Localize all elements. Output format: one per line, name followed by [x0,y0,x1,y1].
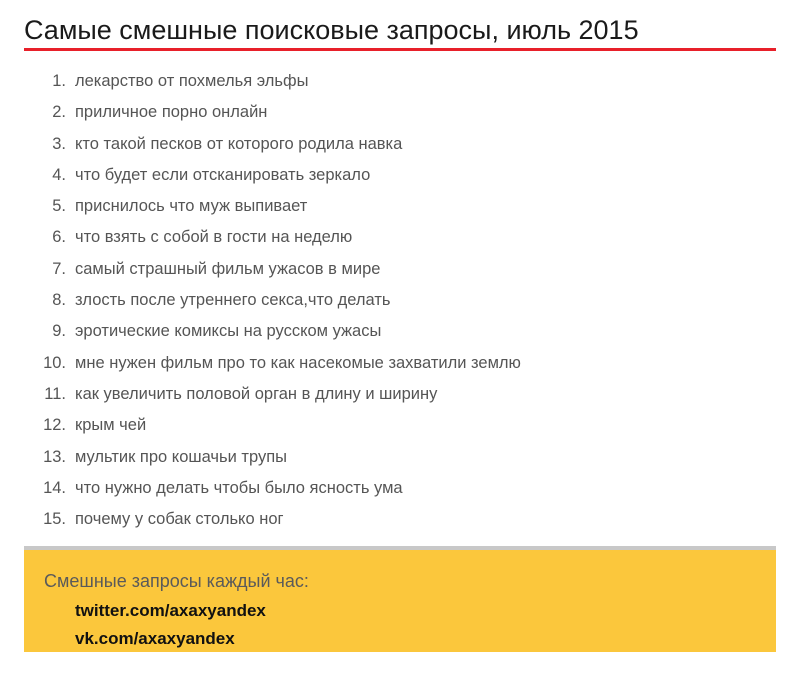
list-item [24,160,776,191]
list-item-number: 13. [43,447,66,466]
footer-banner [24,546,776,652]
list-item-text: приличное порно онлайн [75,103,268,122]
list-item [24,316,776,347]
list-item [24,222,776,253]
list-item [24,442,776,473]
vk-link[interactable]: vk.com/axaxyandex [75,629,235,648]
list-item-text: что нужно делать чтобы было ясность ума [75,478,403,497]
list-item-text: крым чей [75,416,147,435]
list-item-text: что будет если отсканировать зеркало [75,165,371,184]
list-item-text: приснилось что муж выпивает [75,197,308,216]
query-list [24,66,776,535]
list-item-number: 12. [43,416,66,435]
list-item-number: 15. [43,510,66,529]
list-item-text: эротические комиксы на русском ужасы [75,322,382,341]
list-item-number: 10. [43,353,66,372]
list-item [24,504,776,535]
header [24,14,776,51]
twitter-link[interactable]: twitter.com/axaxyandex [75,601,266,620]
list-item-number: 9. [52,322,66,341]
list-item-text: почему у собак столько ног [75,510,284,529]
list-item [24,129,776,160]
list-item [24,473,776,504]
list-item-text: лекарство от похмелья эльфы [75,72,309,90]
list-item-text: что взять с собой в гости на неделю [75,228,353,247]
list-item-text: кто такой песков от которого родила навка [75,134,403,153]
list-item-text: мне нужен фильм про то как насекомые захватили землю [75,353,521,372]
list-item-text: мультик про кошачьи трупы [75,447,288,466]
list-item-text: самый страшный фильм ужасов в мире [75,259,381,278]
footer-caption: Смешные запросы каждый час: [44,571,309,591]
list-item-number: 6. [52,228,66,247]
list-item-number: 14. [43,478,66,497]
list-item-number: 3. [52,134,66,153]
list-item [24,66,776,97]
list-item [24,379,776,410]
list-item-number: 7. [52,259,66,278]
list-item-number: 5. [52,197,66,216]
page-title: Самые смешные поисковые запросы, июль 2015 [24,15,639,45]
list-item [24,97,776,128]
list-item-text: злость после утреннего секса,что делать [75,291,391,310]
list-item-number: 4. [52,165,66,184]
list-item-text: как увеличить половой орган в длину и ширину [75,384,438,403]
list-item-number: 11. [44,384,66,403]
list-item [24,285,776,316]
list-item-number: 8. [52,291,66,310]
list-item [24,348,776,379]
list-item-number: 2. [52,103,66,122]
list-item [24,191,776,222]
list-item-number: 1. [52,72,66,90]
list-item [24,410,776,441]
list-item [24,254,776,285]
